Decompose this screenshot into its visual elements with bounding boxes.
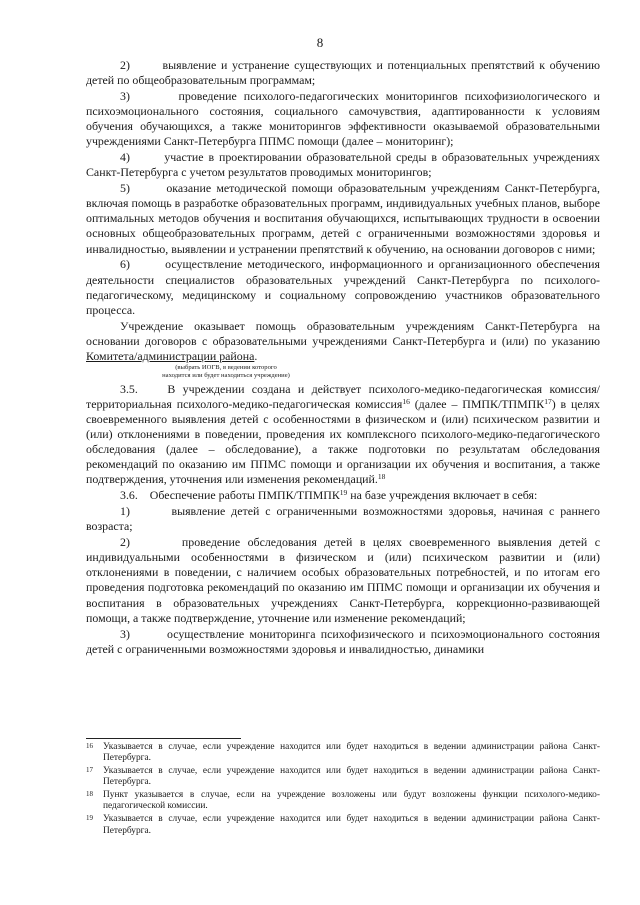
page-number: 8	[316, 35, 324, 50]
section-3-5-text-3: ) в целях своевременного выявления детей с особенностями в физическом и (или) психическом развитии и (или) отклонениями в поведении, проведения их комплексного психолого-медико-педагогического обследования (далее – обследование), а также подготовки по результатам обследования рекомендаций по оказанию им ППМС помощи и организации их обучения и воспитания, а также подтверждения, уточнения или изменения рекомендаций.	[86, 396, 600, 487]
footnote-17	[86, 766, 600, 789]
footnote-text: Указывается в случае, если учреждение находится или будет находиться в ведении администрации района Санкт-Петербурга.	[103, 766, 600, 788]
footnote-text: Указывается в случае, если учреждение находится или будет находиться в ведении администрации района Санкт-Петербурга.	[103, 742, 600, 764]
section-3-5	[86, 382, 600, 488]
assist-paragraph	[86, 319, 600, 364]
paragraph-item-5: 5) оказание методической помощи образовательным учреждениям Санкт-Петербурга, включая помощь в разработке образовательных программ, индивидуальных учебных планов, выборе оптимальных методов обучения и воспитания обучающихся, испытывающих трудности в освоении основных общеобразовательных программ, детей с ограниченными возможностями здоровья и инвалидностью, выявлении и устранении препятствий к обучению, на основании договоров с ними;	[86, 181, 600, 256]
footnote-mark: 17	[86, 766, 93, 775]
footnote-mark: 19	[86, 814, 93, 823]
footnote-18	[86, 790, 600, 813]
section-3-6-text-1: 3.6. Обеспечение работы ПМПК/ТПМПК	[120, 488, 340, 503]
footnote-mark: 16	[86, 742, 93, 750]
footnote-separator	[86, 738, 241, 739]
paragraph-item-4: 4) участие в проектировании образовательной среды в образовательных учреждениях Санкт-Петербурга с учетом результатов проводимых мониторингов;	[86, 150, 600, 180]
section-3-6	[86, 488, 600, 503]
list-item-3: 3) осуществление мониторинга психофизического и психоэмоционального состояния детей с ограниченными возможностями здоровья и инвалидностью, динамики	[86, 626, 600, 656]
assist-text: Учреждение оказывает помощь образовательным учреждениям Санкт-Петербурга на основании договоров с образовательными учреждениями Санкт-Петербурга и (или) по указанию	[86, 318, 600, 348]
footnote-ref-17: 17	[544, 396, 552, 406]
footnote-19	[86, 814, 600, 837]
footnote-text: Пункт указывается в случае, если на учреждение возложены или будут возложены функции психолого-медико-педагогической комиссии.	[103, 790, 600, 812]
assist-end: .	[254, 348, 258, 363]
footnotes	[86, 742, 600, 838]
section-3-5-text-2: (далее – ПМПК/ТПМПК	[409, 396, 545, 411]
paragraph-item-3: 3) проведение психолого-педагогических мониторингов психофизиологического и психоэмоционального состояния, социального самочувствия, адаптированности к условиям обучения обучающихся, а также мониторингов эффективности оказываемой образовательными учреждениями Санкт-Петербурга ППМС помощи (далее – мониторинг);	[86, 88, 600, 149]
footnote-ref-19: 19	[339, 488, 348, 498]
section-3-5-text-1: 3.5. В учреждении создана и действует психолого-медико-педагогическая комиссия/территориальная психолого-медико-педагогическая комиссия	[86, 381, 600, 411]
document-body	[86, 58, 600, 657]
choice-note-line-2: находится или будет находиться учреждение)	[162, 371, 290, 379]
footnote-16	[86, 742, 600, 765]
paragraph-item-6: 6) осуществление методического, информационного и организационного обеспечения деятельности специалистов образовательных учреждений Санкт-Петербурга по психолого-педагогическому, медицинскому и социальному сопровождению участников образовательного процесса.	[86, 257, 600, 317]
footnote-ref-18: 18	[377, 472, 386, 482]
paragraph-item-2: 2) выявление и устранение существующих и потенциальных препятствий к обучению детей по общеобразовательным программам;	[86, 58, 600, 88]
footnote-ref-16: 16	[402, 396, 410, 406]
footnote-mark: 18	[86, 790, 93, 799]
authority-choice: Комитета/администрации района	[86, 348, 255, 363]
choice-note-line-1: (выбрать ИОГВ, в ведении которого	[175, 363, 277, 371]
list-item-1: 1) выявление детей с ограниченными возможностями здоровья, начиная с раннего возраста;	[86, 504, 600, 534]
section-3-6-text-2: на базе учреждения включает в себя:	[347, 488, 538, 503]
choice-note	[86, 364, 326, 380]
footnote-text: Указывается в случае, если учреждение находится или будет находиться в ведении администрации района Санкт-Петербурга.	[103, 814, 600, 836]
list-item-2: 2) проведение обследования детей в целях своевременного выявления детей с индивидуальными особенностями в физическом и (или) психическом развитии и (или) отклонениями в поведении, с наличием особых образовательных потребностей, и по итогам его проведения подготовка рекомендаций по оказанию им ППМС помощи и организации их обучения и воспитания в образовательных учреждениях Санкт-Петербурга, коррекционно-развивающей помощи, а также подтверждение, уточнение или изменение рекомендаций;	[86, 535, 600, 625]
